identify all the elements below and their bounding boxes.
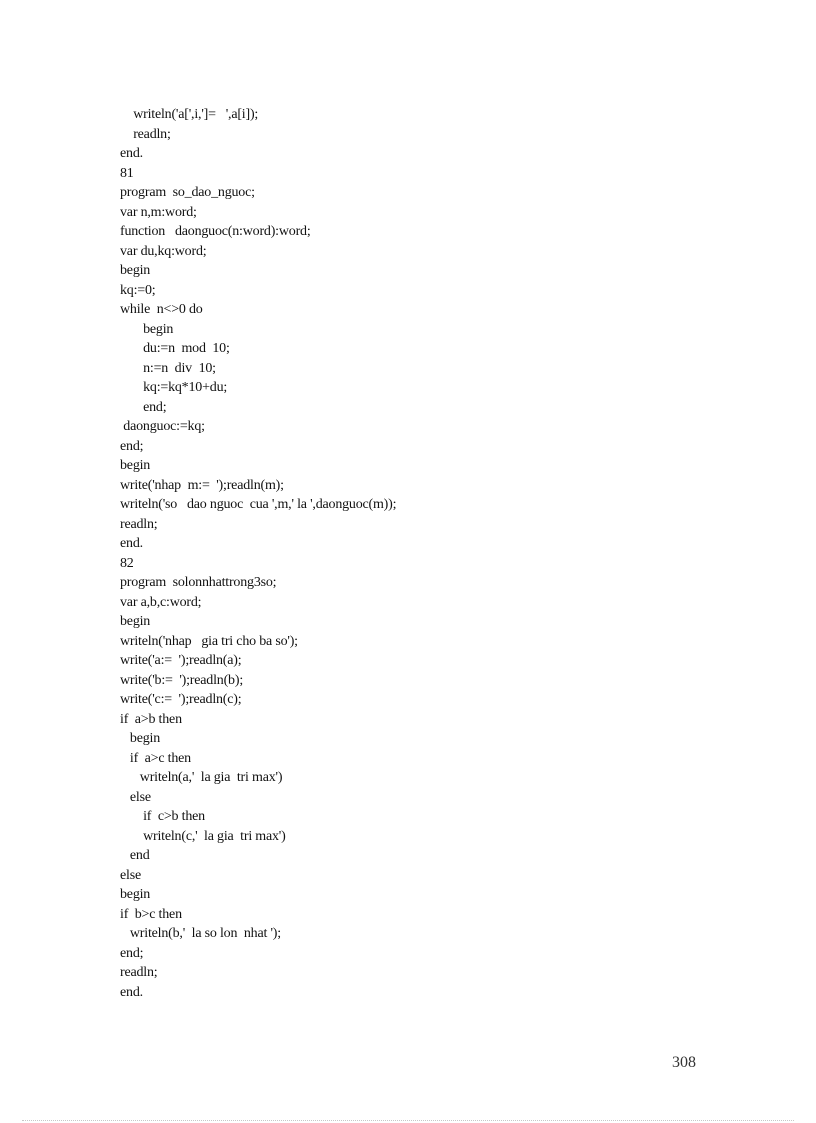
code-listing	[120, 105, 760, 1002]
code-line: writeln('so dao nguoc cua ',m,' la ',daonguoc(m));	[120, 497, 397, 512]
code-line: end;	[120, 399, 167, 415]
code-line: begin	[120, 321, 174, 337]
code-line: du:=n mod 10;	[120, 341, 230, 356]
code-line: program solonnhattrong3so;	[120, 575, 277, 590]
code-line: write('b:= ');readln(b);	[120, 672, 244, 688]
footer-divider	[22, 1120, 794, 1121]
page-number: 308	[672, 1054, 696, 1071]
code-line: daonguoc:=kq;	[120, 419, 205, 434]
code-line: else	[120, 867, 141, 883]
code-line: kq:=kq*10+du;	[120, 380, 228, 395]
code-line: end;	[120, 945, 144, 961]
code-line: begin	[120, 263, 151, 278]
code-line: if b>c then	[120, 906, 182, 922]
code-line: var n,m:word;	[120, 204, 197, 220]
code-line: 81	[120, 165, 134, 181]
code-line: writeln(b,' la so lon nhat ');	[120, 926, 281, 941]
code-line: writeln('a[',i,']= ',a[i]);	[120, 107, 259, 122]
code-line: var du,kq:word;	[120, 243, 207, 259]
code-line: end.	[120, 146, 143, 161]
code-line: write('c:= ');readln(c);	[120, 692, 242, 707]
code-line: begin	[120, 614, 151, 629]
code-line: end.	[120, 536, 143, 551]
code-line: while n<>0 do	[120, 302, 203, 317]
code-line: begin	[120, 887, 151, 902]
code-line: kq:=0;	[120, 282, 156, 298]
code-line: readln;	[120, 126, 171, 142]
code-line: writeln(a,' la gia tri max')	[120, 770, 283, 785]
code-line: writeln('nhap gia tri cho ba so');	[120, 633, 298, 649]
code-line: if a>b then	[120, 711, 182, 727]
code-line: function daonguoc(n:word):word;	[120, 224, 311, 239]
code-line: program so_dao_nguoc;	[120, 185, 255, 200]
code-line: begin	[120, 731, 161, 746]
code-line: else	[120, 789, 151, 805]
code-line: write('nhap m:= ');readln(m);	[120, 477, 284, 493]
code-line: readln;	[120, 516, 158, 532]
code-line: writeln(c,' la gia tri max')	[120, 828, 286, 844]
code-line: if a>c then	[120, 750, 191, 766]
code-line: end.	[120, 984, 143, 1000]
code-line: var a,b,c:word;	[120, 594, 202, 610]
code-line: write('a:= ');readln(a);	[120, 653, 242, 668]
code-line: 82	[120, 555, 134, 571]
code-line: if c>b then	[120, 809, 205, 824]
code-line: end;	[120, 438, 144, 454]
code-line: n:=n div 10;	[120, 360, 216, 376]
code-line: end	[120, 848, 150, 863]
code-line: begin	[120, 458, 151, 473]
code-line: readln;	[120, 965, 158, 980]
